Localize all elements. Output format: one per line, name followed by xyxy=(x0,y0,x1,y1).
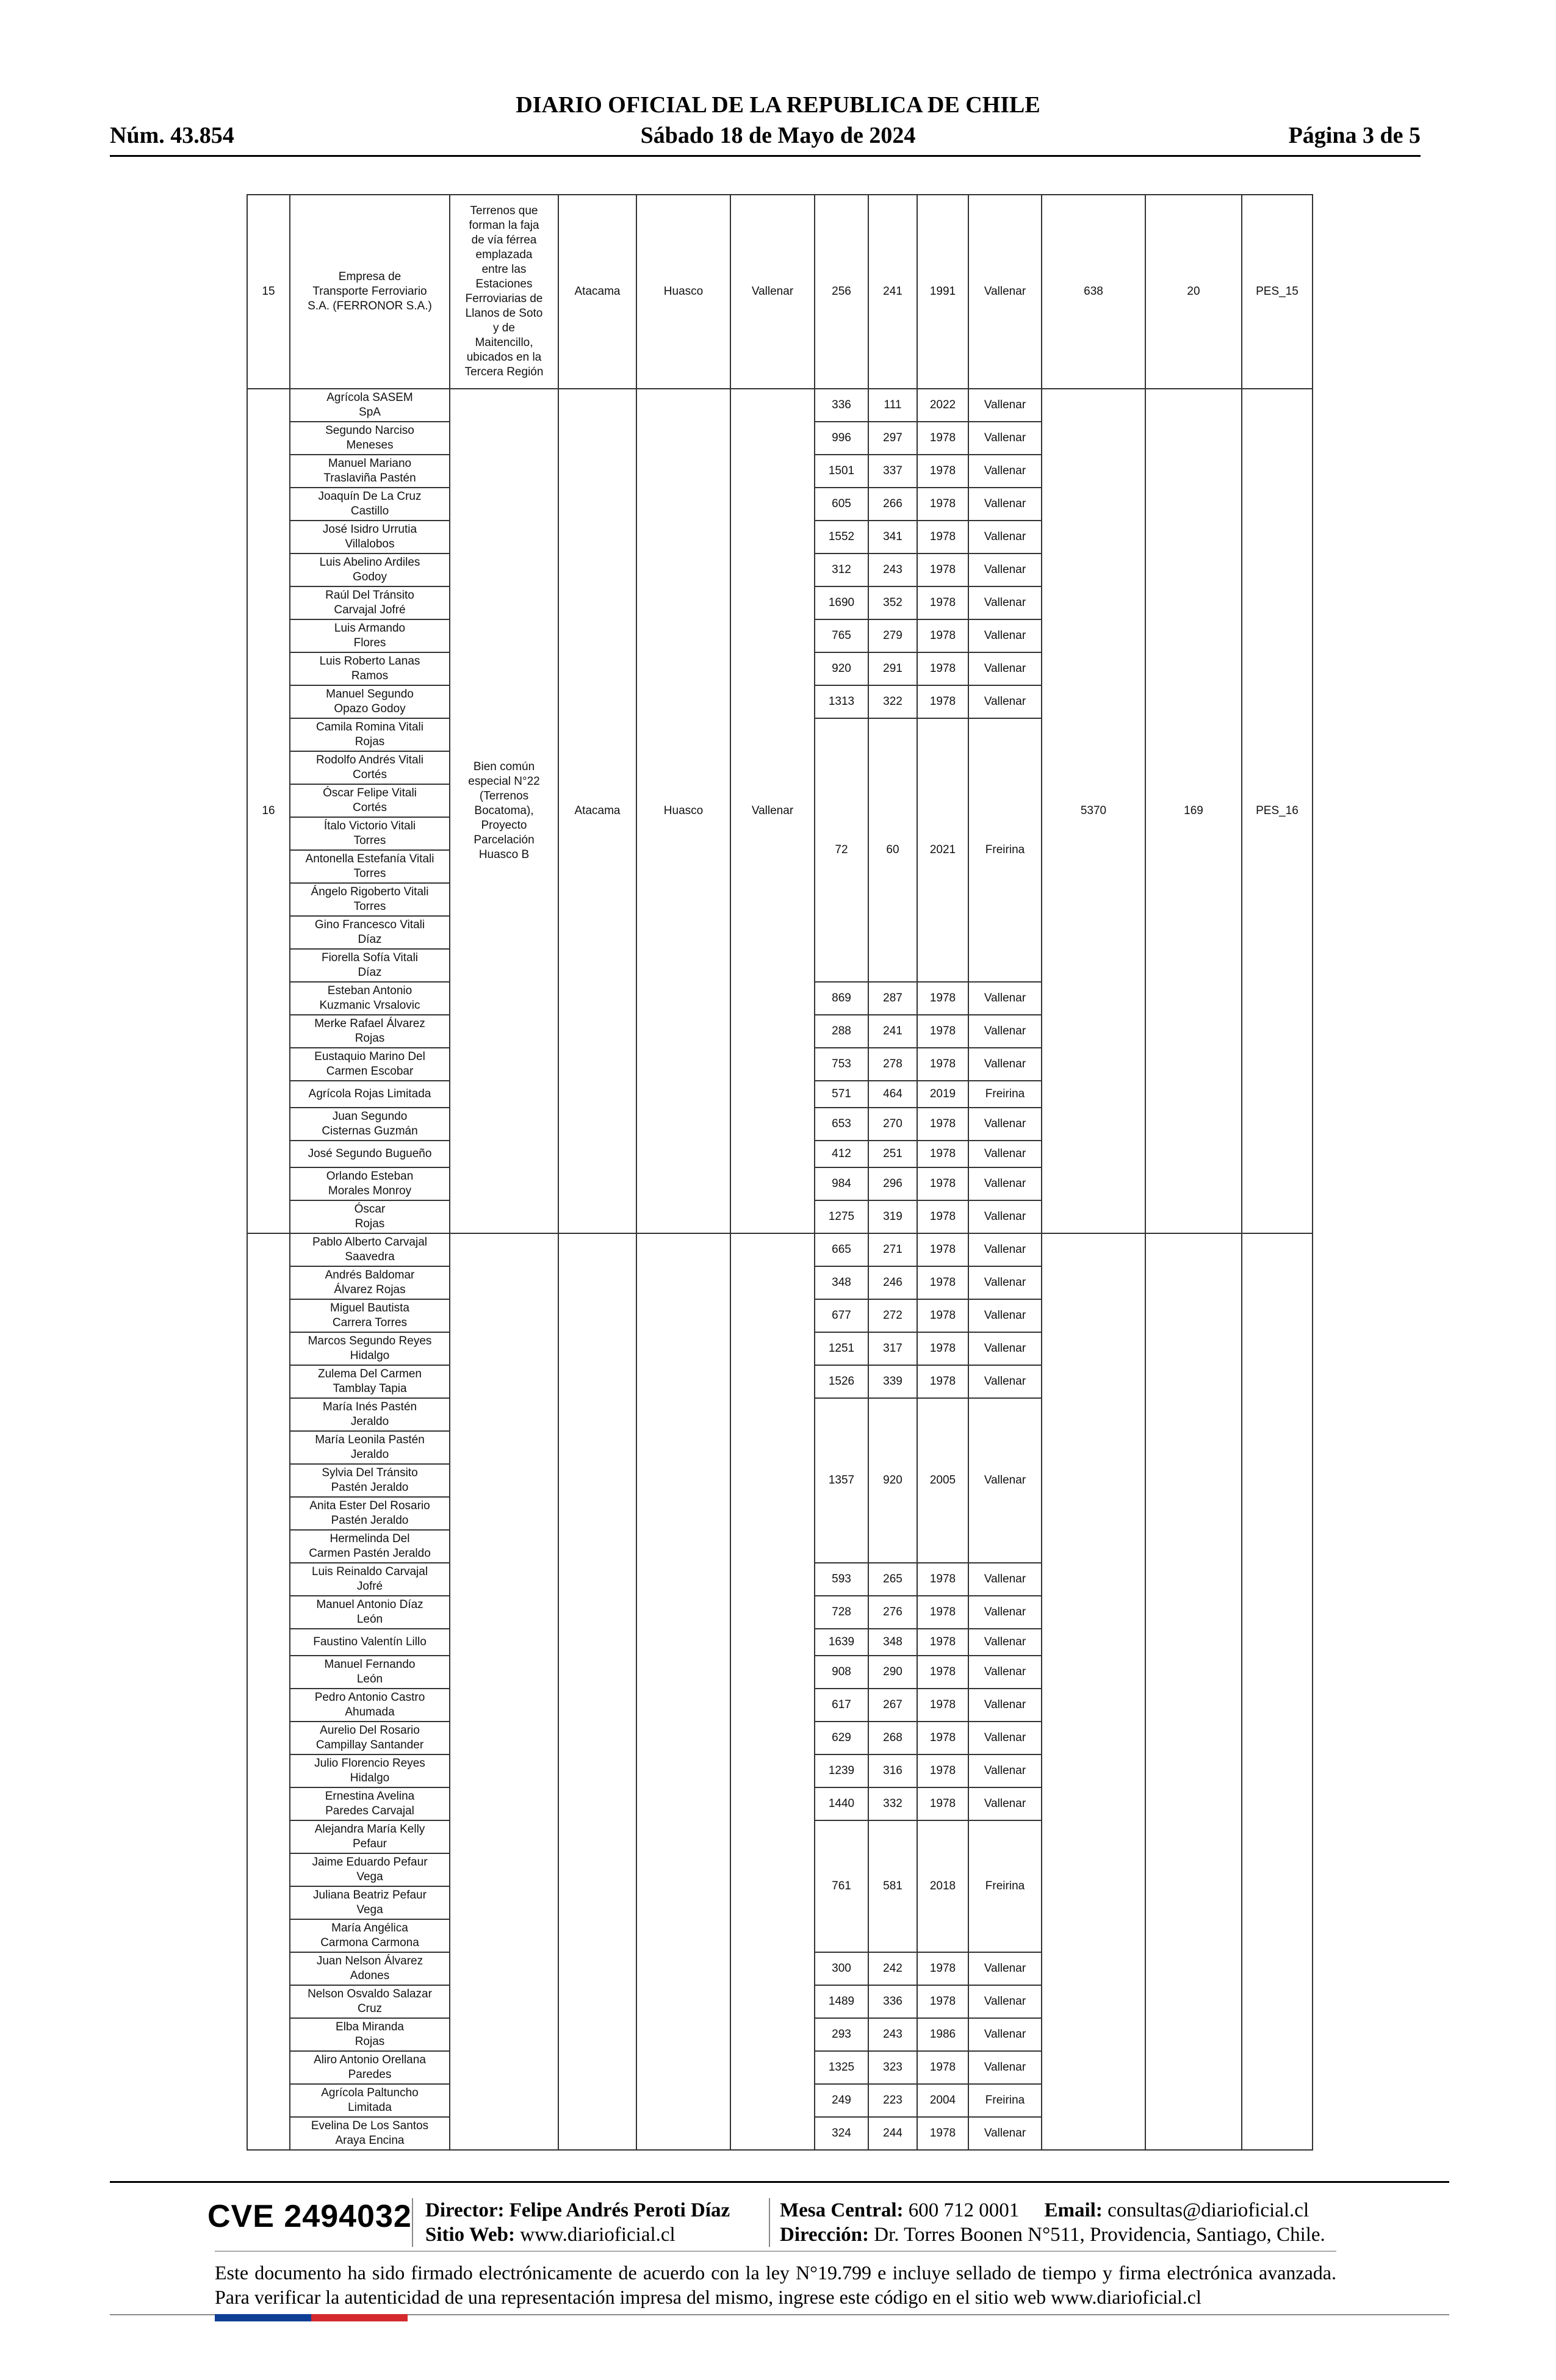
cell-owner: Anita Ester Del Rosario Pastén Jeraldo xyxy=(290,1497,450,1530)
cell-numero: 920 xyxy=(868,1398,917,1563)
cell-commune: Vallenar xyxy=(730,195,815,389)
cell-conservador: Vallenar xyxy=(968,1398,1042,1563)
cell-fojas: 617 xyxy=(815,1689,868,1722)
cell-owner: Agrícola SASEM SpA xyxy=(290,389,450,422)
cell-conservador: Vallenar xyxy=(968,1200,1042,1233)
cell-owner: Andrés Baldomar Álvarez Rojas xyxy=(290,1266,450,1299)
cell-fojas: 753 xyxy=(815,1048,868,1081)
cell-conservador: Vallenar xyxy=(968,1596,1042,1629)
cell-year: 1978 xyxy=(917,1563,968,1596)
cell-year: 1978 xyxy=(917,982,968,1015)
cell-numero: 111 xyxy=(868,389,917,422)
cell-numero: 244 xyxy=(868,2117,917,2150)
cell-fojas: 324 xyxy=(815,2117,868,2150)
cell-owner: Manuel Fernando León xyxy=(290,1656,450,1689)
cell-fojas: 996 xyxy=(815,422,868,455)
cell-percent: 20 xyxy=(1145,195,1242,389)
cell-owner: Aliro Antonio Orellana Paredes xyxy=(290,2051,450,2084)
cell-conservador: Vallenar xyxy=(968,1656,1042,1689)
issue-date: Sábado 18 de Mayo de 2024 xyxy=(640,123,916,148)
cell-year: 1978 xyxy=(917,1952,968,1985)
cell-owner: Luis Armando Flores xyxy=(290,619,450,652)
cell-fojas: 1313 xyxy=(815,685,868,718)
cell-year: 1978 xyxy=(917,2117,968,2150)
newspaper-title: DIARIO OFICIAL DE LA REPUBLICA DE CHILE xyxy=(516,92,1040,118)
cell-fojas: 869 xyxy=(815,982,868,1015)
cell-conservador: Vallenar xyxy=(968,1048,1042,1081)
cell-fojas: 1440 xyxy=(815,1787,868,1820)
cell-conservador: Vallenar xyxy=(968,1332,1042,1365)
director-label: Director: xyxy=(425,2199,505,2221)
flag-red-stripe xyxy=(311,2314,408,2321)
properties-table xyxy=(247,194,1313,2151)
cell-conservador: Vallenar xyxy=(968,1754,1042,1787)
table-row xyxy=(247,389,1313,422)
cell-conservador: Vallenar xyxy=(968,1985,1042,2018)
cell-year: 1978 xyxy=(917,1365,968,1398)
cell-numero: 270 xyxy=(868,1108,917,1141)
cell-fojas: 412 xyxy=(815,1141,868,1167)
cell-year: 2021 xyxy=(917,718,968,982)
cell-number: 16 xyxy=(247,389,290,1233)
cell-owner: María Inés Pastén Jeraldo xyxy=(290,1398,450,1431)
cell-description: Bien común especial N°22 (Terrenos Bocatoma), Proyecto Parcelación Huasco B xyxy=(450,389,558,1233)
cell-numero: 272 xyxy=(868,1299,917,1332)
cell-fojas: 629 xyxy=(815,1722,868,1754)
cell-conservador: Vallenar xyxy=(968,1787,1042,1820)
cell-area xyxy=(1042,1233,1145,2150)
cell-conservador: Vallenar xyxy=(968,1233,1042,1266)
cell-year: 1978 xyxy=(917,1048,968,1081)
cell-commune: Vallenar xyxy=(730,389,815,1233)
cell-owner: Juan Nelson Álvarez Adones xyxy=(290,1952,450,1985)
cell-numero: 241 xyxy=(868,195,917,389)
table-row xyxy=(247,195,1313,389)
cell-owner: Faustino Valentín Lillo xyxy=(290,1629,450,1656)
cell-year: 1978 xyxy=(917,1233,968,1266)
cell-owner: María Leonila Pastén Jeraldo xyxy=(290,1431,450,1464)
cell-numero: 246 xyxy=(868,1266,917,1299)
cell-numero: 336 xyxy=(868,1985,917,2018)
cell-owner: Evelina De Los Santos Araya Encina xyxy=(290,2117,450,2150)
cell-numero: 279 xyxy=(868,619,917,652)
cell-conservador: Vallenar xyxy=(968,2051,1042,2084)
cell-conservador: Vallenar xyxy=(968,521,1042,554)
page-number: Página 3 de 5 xyxy=(1288,123,1421,148)
cell-owner: Orlando Esteban Morales Monroy xyxy=(290,1167,450,1200)
cell-fojas: 1251 xyxy=(815,1332,868,1365)
cell-code: PES_16 xyxy=(1242,389,1313,1233)
cell-numero: 243 xyxy=(868,554,917,586)
cell-year: 1978 xyxy=(917,1596,968,1629)
cell-area: 5370 xyxy=(1042,389,1145,1233)
cell-conservador: Vallenar xyxy=(968,2018,1042,2051)
cell-year: 1978 xyxy=(917,685,968,718)
cell-year: 1978 xyxy=(917,554,968,586)
cell-conservador: Vallenar xyxy=(968,1689,1042,1722)
cell-fojas: 1357 xyxy=(815,1398,868,1563)
cell-year: 1978 xyxy=(917,455,968,488)
cell-fojas: 256 xyxy=(815,195,868,389)
cell-fojas: 1501 xyxy=(815,455,868,488)
cell-year: 1978 xyxy=(917,619,968,652)
footer-top-rule xyxy=(110,2181,1449,2183)
cell-region: Atacama xyxy=(558,389,636,1233)
cell-percent xyxy=(1145,1233,1242,2150)
cell-fojas: 1690 xyxy=(815,586,868,619)
cell-owner: Sylvia Del Tránsito Pastén Jeraldo xyxy=(290,1464,450,1497)
page-header xyxy=(0,0,1556,159)
cell-owner: Jaime Eduardo Pefaur Vega xyxy=(290,1853,450,1886)
flag-stripe xyxy=(215,2314,408,2321)
cell-conservador: Vallenar xyxy=(968,982,1042,1015)
cell-year: 2005 xyxy=(917,1398,968,1563)
cell-conservador: Vallenar xyxy=(968,1952,1042,1985)
cell-year: 1978 xyxy=(917,1299,968,1332)
cell-province: Huasco xyxy=(636,195,730,389)
cell-conservador: Vallenar xyxy=(968,1299,1042,1332)
cell-fojas: 1275 xyxy=(815,1200,868,1233)
cell-fojas: 312 xyxy=(815,554,868,586)
cell-owner: Pablo Alberto Carvajal Saavedra xyxy=(290,1233,450,1266)
cell-fojas: 728 xyxy=(815,1596,868,1629)
cell-numero: 291 xyxy=(868,652,917,685)
cell-owner: Eustaquio Marino Del Carmen Escobar xyxy=(290,1048,450,1081)
cell-year: 1991 xyxy=(917,195,968,389)
cell-fojas: 288 xyxy=(815,1015,868,1048)
cell-numero: 337 xyxy=(868,455,917,488)
cell-owner: Aurelio Del Rosario Campillay Santander xyxy=(290,1722,450,1754)
cell-conservador: Vallenar xyxy=(968,1629,1042,1656)
cell-numero: 316 xyxy=(868,1754,917,1787)
cell-area: 638 xyxy=(1042,195,1145,389)
cell-owner: Rodolfo Andrés Vitali Cortés xyxy=(290,751,450,784)
contact-info xyxy=(780,2198,1325,2247)
cell-percent: 169 xyxy=(1145,389,1242,1233)
cell-fojas: 348 xyxy=(815,1266,868,1299)
cell-owner: José Segundo Bugueño xyxy=(290,1141,450,1167)
cell-owner: Raúl Del Tránsito Carvajal Jofré xyxy=(290,586,450,619)
issue-number: Núm. 43.854 xyxy=(110,123,234,148)
cell-year: 1978 xyxy=(917,652,968,685)
cell-conservador: Vallenar xyxy=(968,619,1042,652)
cell-numero: 296 xyxy=(868,1167,917,1200)
cell-conservador: Vallenar xyxy=(968,1563,1042,1596)
cell-year: 1978 xyxy=(917,1108,968,1141)
email-label: Email: xyxy=(1044,2199,1103,2221)
cell-owner: Zulema Del Carmen Tamblay Tapia xyxy=(290,1365,450,1398)
page-footer xyxy=(0,2173,1556,2380)
cell-year: 1978 xyxy=(917,1015,968,1048)
cell-owner: Ítalo Victorio Vitali Torres xyxy=(290,817,450,850)
cell-conservador: Vallenar xyxy=(968,1722,1042,1754)
cell-owner: José Isidro Urrutia Villalobos xyxy=(290,521,450,554)
cell-numero: 332 xyxy=(868,1787,917,1820)
cell-owner: Pedro Antonio Castro Ahumada xyxy=(290,1689,450,1722)
cell-owner: Elba Miranda Rojas xyxy=(290,2018,450,2051)
cell-numero: 267 xyxy=(868,1689,917,1722)
cell-numero: 319 xyxy=(868,1200,917,1233)
cell-numero: 278 xyxy=(868,1048,917,1081)
cell-fojas: 249 xyxy=(815,2084,868,2117)
cell-numero: 287 xyxy=(868,982,917,1015)
cell-numero: 241 xyxy=(868,1015,917,1048)
cell-owner: Juan Segundo Cisternas Guzmán xyxy=(290,1108,450,1141)
cell-year: 1978 xyxy=(917,1722,968,1754)
cell-owner: Empresa de Transporte Ferroviario S.A. (FERRONOR S.A.) xyxy=(290,195,450,389)
cell-conservador: Vallenar xyxy=(968,685,1042,718)
website-link[interactable]: www.diarioficial.cl xyxy=(520,2224,675,2246)
cell-year: 1978 xyxy=(917,586,968,619)
footer-mid-rule xyxy=(215,2251,1336,2252)
cell-year: 2018 xyxy=(917,1820,968,1952)
cell-owner: Ernestina Avelina Paredes Carvajal xyxy=(290,1787,450,1820)
cell-fojas: 1239 xyxy=(815,1754,868,1787)
cell-conservador: Vallenar xyxy=(968,1365,1042,1398)
cell-conservador: Vallenar xyxy=(968,554,1042,586)
cell-numero: 317 xyxy=(868,1332,917,1365)
cell-province xyxy=(636,1233,730,2150)
cell-numero: 251 xyxy=(868,1141,917,1167)
cell-numero: 352 xyxy=(868,586,917,619)
cell-numero: 290 xyxy=(868,1656,917,1689)
cell-region xyxy=(558,1233,636,2150)
cell-numero: 271 xyxy=(868,1233,917,1266)
cell-year: 1978 xyxy=(917,2051,968,2084)
director-info xyxy=(425,2198,730,2247)
cell-fojas: 908 xyxy=(815,1656,868,1689)
cell-owner: Esteban Antonio Kuzmanic Vrsalovic xyxy=(290,982,450,1015)
cell-owner: Agrícola Rojas Limitada xyxy=(290,1081,450,1108)
cell-owner: Agrícola Paltuncho Limitada xyxy=(290,2084,450,2117)
cell-year: 1978 xyxy=(917,422,968,455)
cell-owner: Luis Reinaldo Carvajal Jofré xyxy=(290,1563,450,1596)
cell-owner: Segundo Narciso Meneses xyxy=(290,422,450,455)
cell-owner: Luis Abelino Ardiles Godoy xyxy=(290,554,450,586)
cell-year: 1978 xyxy=(917,1200,968,1233)
cell-number: 15 xyxy=(247,195,290,389)
cell-conservador: Vallenar xyxy=(968,1167,1042,1200)
cell-conservador: Vallenar xyxy=(968,389,1042,422)
cell-owner: Fiorella Sofía Vitali Díaz xyxy=(290,949,450,982)
cell-fojas: 336 xyxy=(815,389,868,422)
cell-conservador: Vallenar xyxy=(968,195,1042,389)
cell-fojas: 1552 xyxy=(815,521,868,554)
cell-numero: 341 xyxy=(868,521,917,554)
cell-numero: 581 xyxy=(868,1820,917,1952)
cell-numero: 265 xyxy=(868,1563,917,1596)
cell-conservador: Freirina xyxy=(968,718,1042,982)
cell-numero: 276 xyxy=(868,1596,917,1629)
website-label: Sitio Web: xyxy=(425,2224,516,2246)
cell-year: 1978 xyxy=(917,1167,968,1200)
email-link[interactable]: consultas@diarioficial.cl xyxy=(1108,2199,1309,2221)
address-label: Dirección: xyxy=(780,2224,870,2246)
cell-conservador: Vallenar xyxy=(968,1015,1042,1048)
cell-numero: 60 xyxy=(868,718,917,982)
cell-fojas: 300 xyxy=(815,1952,868,1985)
footer-separator xyxy=(412,2198,413,2247)
cell-conservador: Vallenar xyxy=(968,1141,1042,1167)
cell-owner: Gino Francesco Vitali Díaz xyxy=(290,916,450,949)
cell-fojas: 761 xyxy=(815,1820,868,1952)
cell-fojas: 1325 xyxy=(815,2051,868,2084)
cell-owner: Joaquín De La Cruz Castillo xyxy=(290,488,450,521)
cell-year: 1978 xyxy=(917,1754,968,1787)
cell-province: Huasco xyxy=(636,389,730,1233)
cell-year: 1978 xyxy=(917,521,968,554)
cell-fojas: 293 xyxy=(815,2018,868,2051)
cell-year: 1978 xyxy=(917,1629,968,1656)
cell-owner: Miguel Bautista Carrera Torres xyxy=(290,1299,450,1332)
cell-fojas: 571 xyxy=(815,1081,868,1108)
header-rule xyxy=(110,155,1421,157)
cell-owner: Camila Romina Vitali Rojas xyxy=(290,718,450,751)
cell-fojas: 72 xyxy=(815,718,868,982)
cell-year: 2019 xyxy=(917,1081,968,1108)
mesa-phone: 600 712 0001 xyxy=(908,2199,1020,2221)
cell-fojas: 1526 xyxy=(815,1365,868,1398)
cell-owner: Marcos Segundo Reyes Hidalgo xyxy=(290,1332,450,1365)
cell-numero: 348 xyxy=(868,1629,917,1656)
cell-description: Terrenos que forman la faja de vía férrea emplazada entre las Estaciones Ferroviarias de Llanos de Soto y de Maitencillo, ubicados en la Tercera Región xyxy=(450,195,558,389)
cell-numero: 323 xyxy=(868,2051,917,2084)
cell-owner: Nelson Osvaldo Salazar Cruz xyxy=(290,1985,450,2018)
cell-fojas: 984 xyxy=(815,1167,868,1200)
cell-year: 2022 xyxy=(917,389,968,422)
cell-owner: Merke Rafael Álvarez Rojas xyxy=(290,1015,450,1048)
cell-conservador: Freirina xyxy=(968,1820,1042,1952)
mesa-label: Mesa Central: xyxy=(780,2199,904,2221)
cell-conservador: Vallenar xyxy=(968,422,1042,455)
cell-year: 1978 xyxy=(917,1266,968,1299)
flag-blue-stripe xyxy=(215,2314,311,2321)
cell-year: 1978 xyxy=(917,1689,968,1722)
cell-conservador: Freirina xyxy=(968,1081,1042,1108)
cell-year: 1978 xyxy=(917,488,968,521)
cell-owner: Alejandra María Kelly Pefaur xyxy=(290,1820,450,1853)
cell-owner: Manuel Antonio Díaz León xyxy=(290,1596,450,1629)
cell-fojas: 665 xyxy=(815,1233,868,1266)
cell-fojas: 1639 xyxy=(815,1629,868,1656)
cell-conservador: Vallenar xyxy=(968,2117,1042,2150)
cell-fojas: 653 xyxy=(815,1108,868,1141)
cell-commune xyxy=(730,1233,815,2150)
cell-numero: 322 xyxy=(868,685,917,718)
cell-fojas: 677 xyxy=(815,1299,868,1332)
cell-owner: Antonella Estefanía Vitali Torres xyxy=(290,850,450,883)
cell-year: 1978 xyxy=(917,1656,968,1689)
cell-numero: 268 xyxy=(868,1722,917,1754)
cell-owner: Juliana Beatriz Pefaur Vega xyxy=(290,1886,450,1919)
cell-owner: Luis Roberto Lanas Ramos xyxy=(290,652,450,685)
cell-year: 1978 xyxy=(917,1787,968,1820)
cell-numero: 242 xyxy=(868,1952,917,1985)
cell-fojas: 605 xyxy=(815,488,868,521)
cell-numero: 464 xyxy=(868,1081,917,1108)
cell-conservador: Vallenar xyxy=(968,1266,1042,1299)
cell-conservador: Vallenar xyxy=(968,488,1042,521)
cell-conservador: Vallenar xyxy=(968,455,1042,488)
cell-owner: María Angélica Carmona Carmona xyxy=(290,1919,450,1952)
cell-description xyxy=(450,1233,558,2150)
cell-year: 1978 xyxy=(917,1141,968,1167)
cell-fojas: 593 xyxy=(815,1563,868,1596)
cell-year: 1978 xyxy=(917,1985,968,2018)
cell-fojas: 1489 xyxy=(815,1985,868,2018)
cell-owner: Julio Florencio Reyes Hidalgo xyxy=(290,1754,450,1787)
cell-numero: 266 xyxy=(868,488,917,521)
legal-notice: Este documento ha sido firmado electrónicamente de acuerdo con la ley N°19.799 e incluye sellado de tiempo y firma electrónica avanzada. Para verificar la autenticidad de una representación impresa del mismo, ingrese este código en el sitio web www.diarioficial.cl xyxy=(215,2262,1336,2308)
cell-year: 1986 xyxy=(917,2018,968,2051)
table-row xyxy=(247,1233,1313,1266)
cell-numero: 339 xyxy=(868,1365,917,1398)
cell-owner: Ángelo Rigoberto Vitali Torres xyxy=(290,883,450,916)
cell-conservador: Freirina xyxy=(968,2084,1042,2117)
address-value: Dr. Torres Boonen N°511, Providencia, Santiago, Chile. xyxy=(874,2224,1325,2246)
cell-year: 2004 xyxy=(917,2084,968,2117)
cell-region: Atacama xyxy=(558,195,636,389)
director-name: Felipe Andrés Peroti Díaz xyxy=(509,2199,730,2221)
cell-code xyxy=(1242,1233,1313,2150)
cell-owner: Hermelinda Del Carmen Pastén Jeraldo xyxy=(290,1530,450,1563)
cell-numero: 223 xyxy=(868,2084,917,2117)
cell-owner: Manuel Segundo Opazo Godoy xyxy=(290,685,450,718)
cve-code: CVE 2494032 xyxy=(207,2199,412,2234)
cell-numero: 243 xyxy=(868,2018,917,2051)
cell-conservador: Vallenar xyxy=(968,586,1042,619)
cell-year: 1978 xyxy=(917,1332,968,1365)
cell-numero: 297 xyxy=(868,422,917,455)
cell-fojas: 765 xyxy=(815,619,868,652)
cell-number xyxy=(247,1233,290,2150)
cell-code: PES_15 xyxy=(1242,195,1313,389)
cell-owner: Óscar Felipe Vitali Cortés xyxy=(290,784,450,817)
cell-owner: Óscar Rojas xyxy=(290,1200,450,1233)
cell-owner: Manuel Mariano Traslaviña Pastén xyxy=(290,455,450,488)
cell-conservador: Vallenar xyxy=(968,1108,1042,1141)
cell-conservador: Vallenar xyxy=(968,652,1042,685)
footer-separator xyxy=(769,2198,770,2247)
cell-fojas: 920 xyxy=(815,652,868,685)
